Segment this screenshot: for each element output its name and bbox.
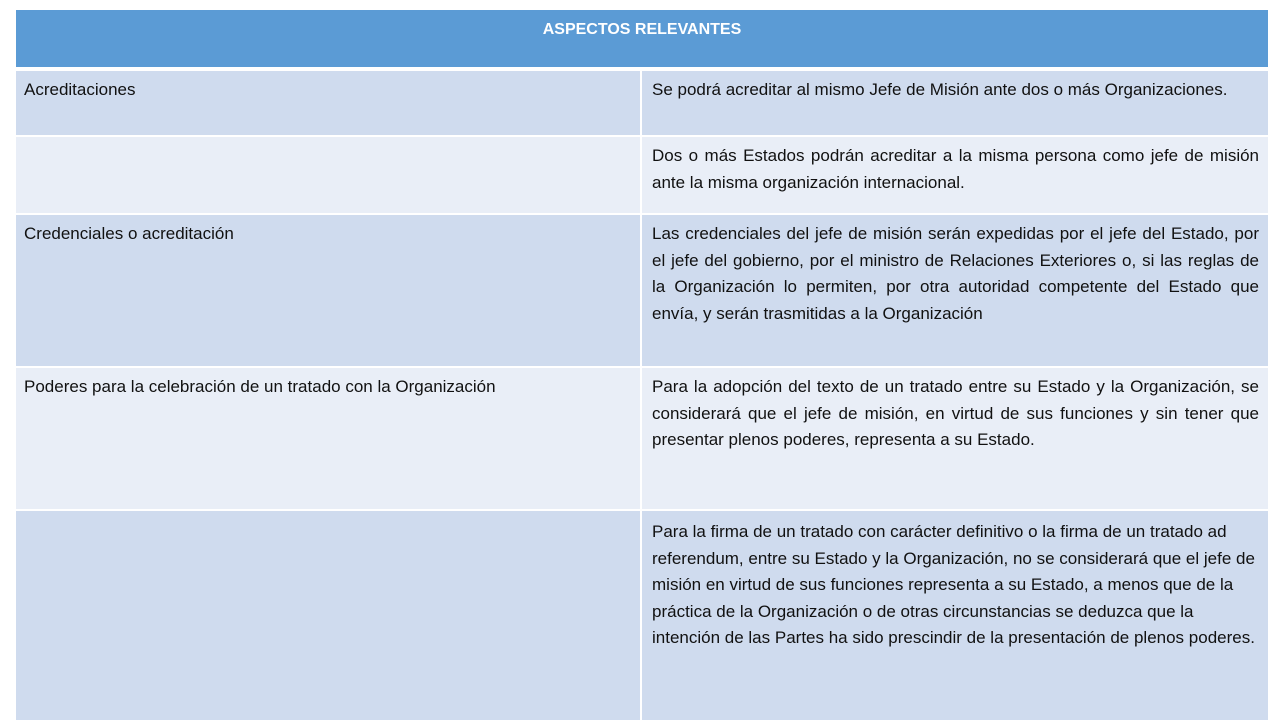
aspect-cell	[16, 511, 642, 720]
aspect-cell	[16, 137, 642, 213]
description-cell: Las credenciales del jefe de misión serán expedidas por el jefe del Estado, por el jefe del gobierno, por el ministro de Relaciones Exteriores o, si las reglas de la Organización lo permiten, por otra autoridad competente del Estado que envía, y serán trasmitidas a la Organización	[652, 224, 1259, 323]
table-row	[16, 135, 1268, 213]
description-cell: Para la adopción del texto de un tratado entre su Estado y la Organización, se considerará que el jefe de misión, en virtud de sus funciones y sin tener que presentar plenos poderes, representa a su Estado.	[652, 377, 1259, 449]
table-row	[16, 69, 1268, 135]
table-row	[16, 213, 1268, 366]
table-row	[16, 366, 1268, 509]
table-row	[16, 509, 1268, 720]
description-cell: Se podrá acreditar al mismo Jefe de Misión ante dos o más Organizaciones.	[652, 80, 1228, 99]
description-cell: Para la firma de un tratado con carácter definitivo o la firma de un tratado ad referendum, entre su Estado y la Organización, no se considerará que el jefe de misión en virtud de sus funciones representa a su Estado, a menos que de la práctica de la Organización o de otras circunstancias se deduzca que la intención de las Partes ha sido prescindir de la presentación de plenos poderes.	[652, 522, 1255, 647]
aspect-cell: Credenciales o acreditación	[16, 215, 642, 366]
table-header-label: ASPECTOS RELEVANTES	[542, 20, 742, 38]
aspects-table	[16, 10, 1268, 720]
description-cell: Dos o más Estados podrán acreditar a la misma persona como jefe de misión ante la misma organización internacional.	[652, 146, 1259, 192]
table-header	[16, 10, 1268, 67]
aspect-cell: Acreditaciones	[16, 71, 642, 135]
aspect-cell: Poderes para la celebración de un tratado con la Organización	[16, 368, 642, 509]
